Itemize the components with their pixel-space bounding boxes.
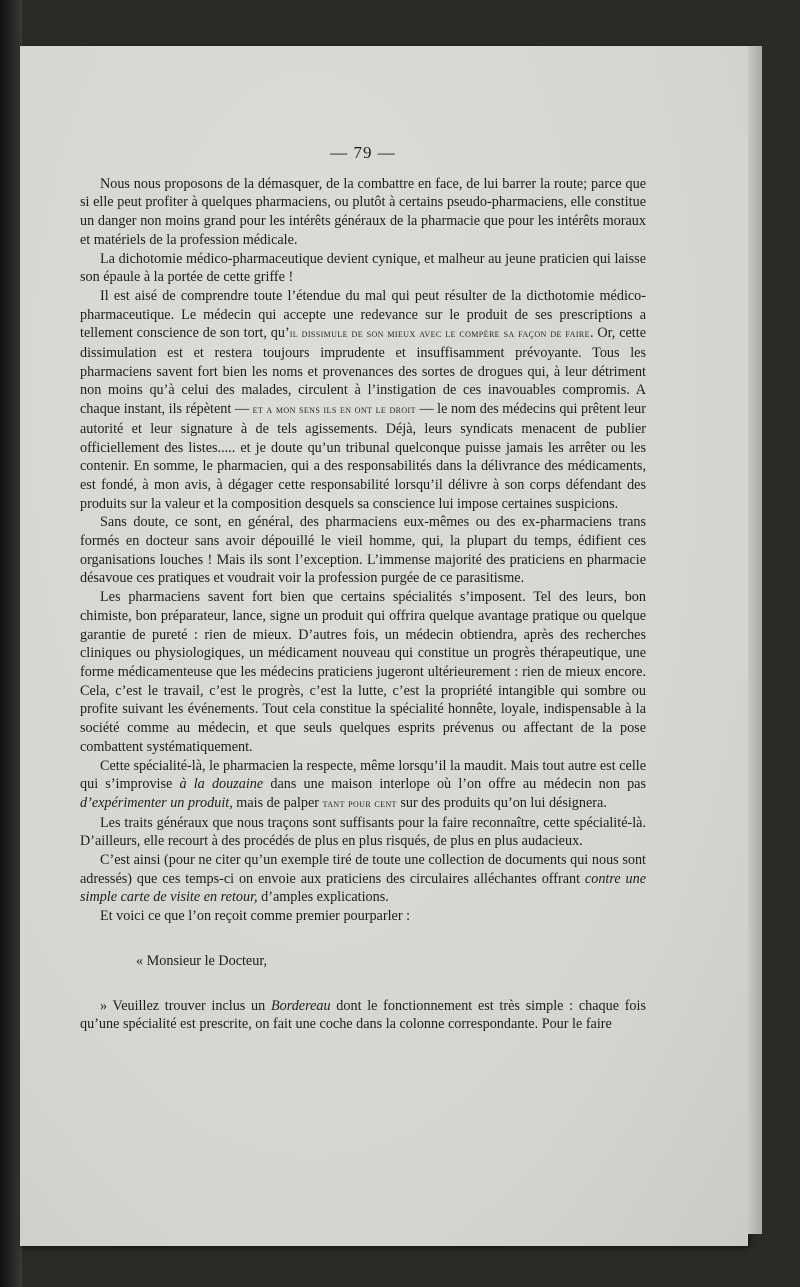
paragraph: [80, 588, 646, 756]
paragraph: [80, 250, 646, 287]
paragraph: [80, 287, 646, 513]
small-caps-text: et a mon sens ils en ont le droit: [252, 404, 416, 417]
book-spine: [0, 0, 22, 1287]
text-run: mais de palper: [232, 794, 323, 811]
text-run: dans une maison interlope où l’on offre au médecin non pas: [263, 776, 647, 793]
text-run: Nous nous proposons de la démasquer, de la combattre en face, de lui barrer la route; parce que si elle peut profiter à quelques pharmaciens, ou plutôt à certains pseudo-pharmaciens, elle constitue un danger non moins grand pour les intérêts généraux de la pharmacie que pour les intérêts moraux et matériels de la profession médicale.: [80, 175, 646, 248]
text-run: Cette spécialité-là, le pharmacien la respecte, même lorsqu’il la maudit. Mais tout autre est celle qui s’improvise: [80, 757, 646, 793]
text-run: . Or, cette dissimulation est et restera toujours imprudente et insuffisamment prévoyante. Tous les pharmaciens savent fort bien les noms et provenances des sortes de drogues qui, à leur détriment non moins qu’à celui des malades, circulent à l’instigation de ces inavouables compromis. A chaque instant, ils répètent —: [80, 325, 646, 418]
letter-salutation: « Monsieur le Docteur,: [136, 952, 268, 969]
text-run: » Veuillez trouver inclus un: [100, 997, 271, 1014]
text-run: Il est aisé de comprendre toute l’étendue du mal qui peut résulter de la dicthotomie médico-pharmaceutique. Le médecin qui accepte une redevance sur le produit de ses prescriptions a tellement conscience de son tort, qu’: [80, 287, 646, 342]
text-run: Les traits généraux que nous traçons sont suffisants pour la faire reconnaître, cette spécialité-là. D’ailleurs, elle recourt à des procédés de plus en plus risqués, de plus en plus audacieux.: [80, 814, 646, 850]
text-run: Sans doute, ce sont, en général, des pharmaciens eux-mêmes ou des ex-pharmaciens trans formés en docteur sans avoir dépouillé le vieil homme, qui, la plupart du temps, édifient ces organisations louches ! Mais ils sont l’exception. L’immense majorité des praticiens en pharmacie désavoue ces pratiques et voudrait voir la profession purgée de ce parasitisme.: [80, 514, 646, 587]
text-run: — le nom des médecins qui prêtent leur autorité et leur signature à de tels agissements. Déjà, leurs syndicats menacent de publier officiellement des listes..... et je doute qu’un tribunal quelconque puisse jamais les arrêter ou les contenir. En somme, le pharmacien, qui a des responsabilités dans la délivrance des médicaments, est fondé, à mon avis, à dégager cette responsabilité lorsqu’il délivre à son corps défendant des produits sur la valeur et la composition desquels sa conscience lui impose certaines suspicions.: [80, 401, 646, 512]
document-page: [20, 46, 748, 1246]
letter-body: [80, 997, 646, 1034]
italic-text: contre une simple carte de visite en retour,: [80, 870, 646, 906]
text-run: sur des produits qu’on lui désignera.: [396, 794, 607, 811]
italic-text: à la douzaine: [179, 776, 264, 793]
spacer: [80, 926, 646, 952]
text-run: d’amples explications.: [257, 889, 389, 906]
paragraph: [80, 757, 646, 814]
spacer: [80, 971, 646, 997]
paragraph: [80, 513, 646, 588]
text-run: La dichotomie médico-pharmaceutique devient cynique, et malheur au jeune praticien qui laisse son épaule à la portée de cette griffe !: [80, 250, 646, 286]
paragraph: [80, 851, 646, 907]
small-caps-text: il dissimule de son mieux avec le compère sa façon de faire: [289, 328, 590, 341]
text-run: Et voici ce que l’on reçoit comme premier pourparler :: [100, 908, 411, 925]
page-edge: [748, 46, 762, 1234]
page-number: — 79 —: [330, 143, 396, 162]
text-run: dont le fonctionnement est très simple : chaque fois qu’une spécialité est prescrite, on fait une coche dans la colonne correspondante. Pour le faire: [80, 997, 646, 1033]
italic-text: d’expérimenter un produit,: [80, 794, 233, 811]
italic-text: Bordereau: [270, 997, 331, 1014]
paragraph: [80, 814, 646, 851]
page-text: [80, 144, 646, 1034]
text-run: C’est ainsi (pour ne citer qu’un exemple tiré de toute une collection de documents qui nous sont adressés) que ces temps-ci on envoie aux praticiens des circulaires alléchantes offrant: [80, 852, 646, 887]
paragraph: [80, 175, 646, 250]
small-caps-text: tant pour cent: [322, 797, 397, 810]
paragraph: [80, 907, 646, 926]
text-run: Les pharmaciens savent fort bien que certains spécialités s’imposent. Tel des leurs, bon chimiste, bon préparateur, lance, signe un produit qui offrira quelque avantage pratique ou quelque garantie de pureté : rien de mieux. D’autres fois, un médecin obtiendra, après des recherches cliniques ou physiologiques, un médicament nouveau qui constitue un progrès thérapeutique, une forme médicamenteuse que les médecins praticiens jugeront ultérieurement : rien de mieux encore. Cela, c’est le travail, c’est le progrès, c’est la lutte, c’est la propriété intangible qui sombre ou profite suivant les événements. Tout cela constitue la spécialité honnête, loyale, indispensable à la société comme au médecin, et que seuls quelques esprits prévenus ou affectant de la pose combattent systématiquement.: [80, 589, 646, 755]
